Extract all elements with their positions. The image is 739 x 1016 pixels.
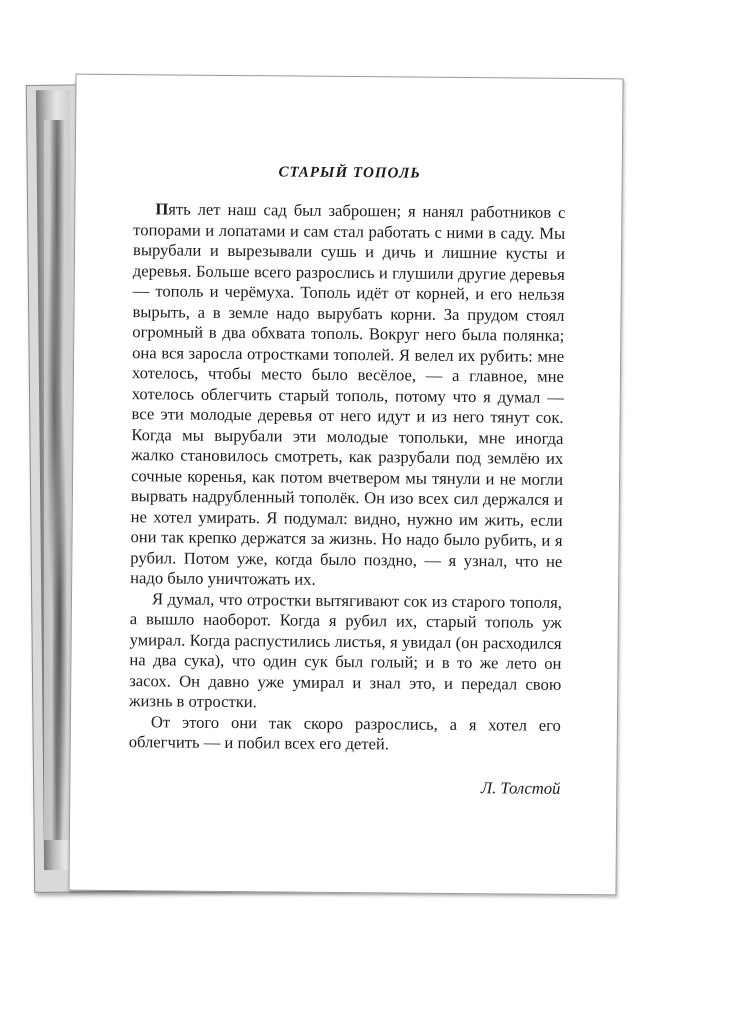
paragraph-3 — [129, 712, 561, 757]
page-content — [128, 163, 565, 798]
paragraph-2-text: Я думал, что отростки вытягивают сок из старого тополя, а вышло наоборот. Когда я рубил их, старый тополь уж умирал. Когда распустились листья, я увидал (он расходился на два сука), что один сук был голый; и в то же лето он засох. Он давно уже умирал и знал это, и передал свою жизнь в отростки. — [129, 588, 563, 712]
paragraph-1-dropcap: П — [155, 199, 169, 219]
paragraph-2 — [129, 589, 562, 716]
story-title: СТАРЫЙ ТОПОЛЬ — [278, 164, 421, 182]
paragraph-1-text: ять лет наш сад был заброшен; я нанял работников с топорами и лопатами и сам стал работать с ними в саду. Мы вырубали и вырезывали сушь и дичь и лишние кусты и деревья. Больше всего разрослись и глушили другие деревья — тополь и черёмуха. Тополь идёт от корней, и его нельзя вырыть, а в земле надо вырубать корни. За прудом стоял огромный в два обхвата тополь. Вокруг него была полянка; она вся заросла отростками тополей. Я велел их рубить: мне хотелось, чтобы место было весёлое, — а главное, мне хотелось облегчить старый тополь, потому что я думал — все эти молодые деревья от него идут и из него тянут сок. Когда мы вырубали эти молодые топольки, мне иногда жалко становилось смотреть, как разрубали под землёю их сочные коренья, как потом вчетвером мы тянули и не могли вырвать надрубленный тополёк. Он изо всех сил держался и не хотел умирать. Я подумал: видно, нужно им жить, если они так крепко держатся за жизнь. Но надо было рубить, и я рубил. Потом уже, когда было поздно, — я узнал, что не надо было уничтожать их. — [130, 199, 566, 589]
underlying-photo-strip — [44, 120, 70, 840]
author-signature: Л. Толстой — [480, 777, 561, 798]
paragraph-1 — [130, 199, 565, 592]
book-page — [68, 74, 623, 896]
paragraph-3-text: От этого они так скоро разрослись, а я хотел его облегчить — и побил всех его детей. — [128, 711, 561, 754]
